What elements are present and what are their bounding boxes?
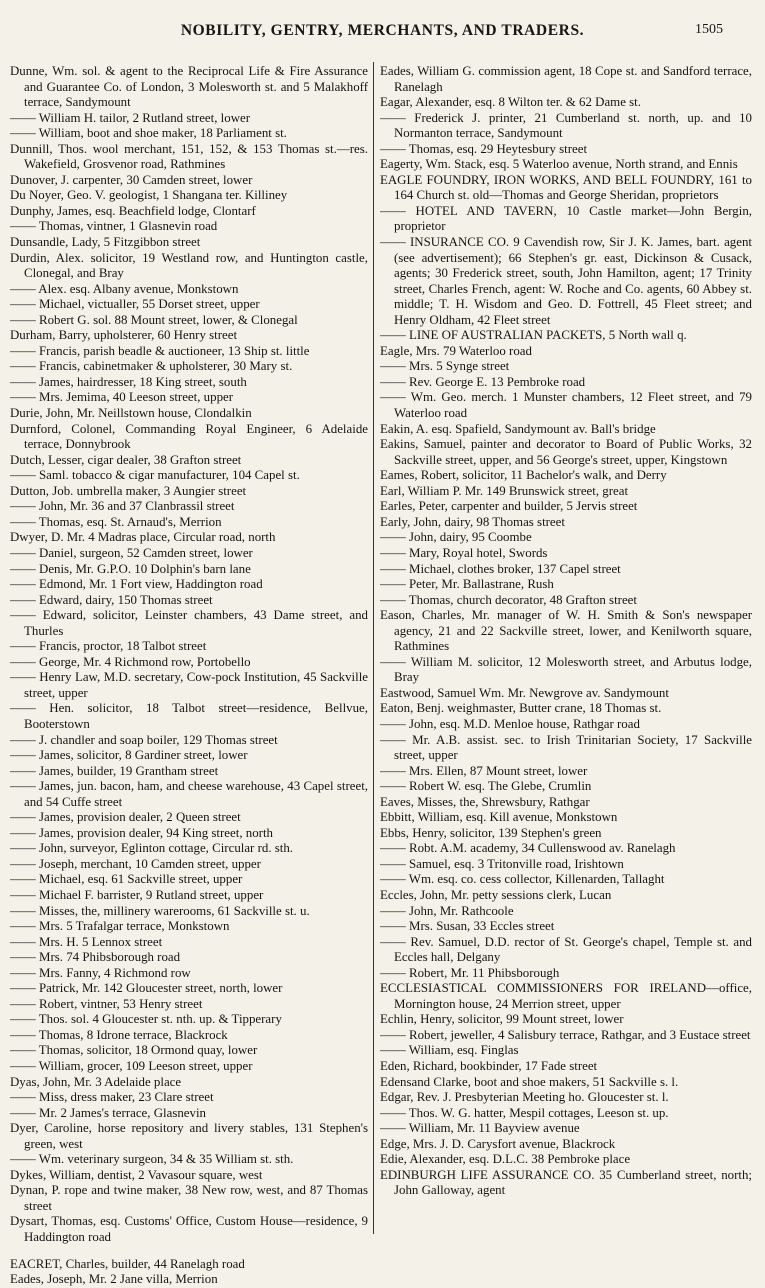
directory-entry: —— John, surveyor, Eglinton cottage, Circular rd. sth.	[10, 841, 294, 856]
directory-entry: —— Francis, cabinetmaker & upholsterer, 30 Mary st.	[10, 359, 293, 374]
directory-entry: —— Denis, Mr. G.P.O. 10 Dolphin's barn lane	[10, 561, 251, 576]
directory-entry: Dysart, Thomas, esq. Customs' Office, Custom House—residence, 9 Haddington road	[10, 1214, 368, 1245]
left-column	[10, 64, 368, 1288]
directory-entry: —— Thos. sol. 4 Gloucester st. nth. up. & Tipperary	[10, 1012, 282, 1027]
directory-entry: —— Miss, dress maker, 23 Clare street	[10, 1090, 214, 1105]
directory-entry: —— Daniel, surgeon, 52 Camden street, lower	[10, 545, 253, 560]
directory-entry: —— Mrs. 5 Synge street	[380, 359, 510, 374]
directory-entry: —— Joseph, merchant, 10 Camden street, upper	[10, 856, 261, 871]
directory-entry: Dykes, William, dentist, 2 Vavasour square, west	[10, 1167, 263, 1182]
directory-entry: Edie, Alexander, esq. D.L.C. 38 Pembroke place	[380, 1152, 631, 1167]
directory-entry: Dunphy, James, esq. Beachfield lodge, Clontarf	[10, 203, 256, 218]
directory-entry: —— James, provision dealer, 2 Queen street	[10, 810, 241, 825]
directory-entry: Dutton, Job. umbrella maker, 3 Aungier street	[10, 483, 247, 498]
directory-entry: —— Robert W. esq. The Glebe, Crumlin	[380, 779, 592, 794]
directory-entry: —— Samuel, esq. 3 Tritonville road, Irishtown	[380, 856, 624, 871]
directory-entry: Earles, Peter, carpenter and builder, 5 Jervis street	[380, 499, 638, 514]
directory-entry: Eagar, Alexander, esq. 8 Wilton ter. & 62 Dame st.	[380, 95, 641, 110]
directory-entry: Dyas, John, Mr. 3 Adelaide place	[10, 1074, 182, 1089]
directory-entry: —— Saml. tobacco & cigar manufacturer, 104 Capel st.	[10, 468, 300, 483]
directory-entry: —— John, Mr. Rathcoole	[380, 903, 514, 918]
directory-entry: —— Robert, jeweller, 4 Salisbury terrace, Rathgar, and 3 Eustace street	[380, 1027, 751, 1042]
directory-entry: —— Robt. A.M. academy, 34 Cullenswood av. Ranelagh	[380, 841, 676, 856]
directory-entry: —— Henry Law, M.D. secretary, Cow-pock Institution, 45 Sackville street, upper	[10, 670, 368, 700]
directory-entry: —— Mrs. Fanny, 4 Richmond row	[10, 965, 191, 980]
directory-entry: Eccles, John, Mr. petty sessions clerk, Lucan	[380, 887, 612, 902]
directory-entry: EACRET, Charles, builder, 44 Ranelagh road	[10, 1256, 245, 1271]
directory-entry: —— LINE OF AUSTRALIAN PACKETS, 5 North wall q.	[380, 328, 687, 343]
directory-entry: Dynan, P. rope and twine maker, 38 New row, west, and 87 Thomas street	[10, 1183, 368, 1213]
directory-entry: —— Thomas, solicitor, 18 Ormond quay, lower	[10, 1043, 258, 1058]
directory-entry: —— Alex. esq. Albany avenue, Monkstown	[10, 281, 239, 296]
directory-entry: —— Mrs. Susan, 33 Eccles street	[380, 919, 555, 934]
directory-entry: Eames, Robert, solicitor, 11 Bachelor's walk, and Derry	[380, 468, 667, 483]
directory-entry: —— John, dairy, 95 Coombe	[380, 530, 532, 545]
directory-entry: —— Edward, dairy, 150 Thomas street	[10, 592, 213, 607]
directory-entry: —— Mary, Royal hotel, Swords	[380, 545, 548, 560]
directory-entry: —— Robert G. sol. 88 Mount street, lower, & Clonegal	[10, 312, 298, 327]
directory-entry: —— William M. solicitor, 12 Molesworth street, and Arbutus lodge, Bray	[380, 654, 752, 685]
directory-entry: Durnford, Colonel, Commanding Royal Engineer, 6 Adelaide terrace, Donnybrook	[10, 421, 368, 452]
column-divider	[373, 62, 374, 1234]
directory-entry: Echlin, Henry, solicitor, 99 Mount street, lower	[380, 1012, 624, 1027]
directory-entry: —— Michael, clothes broker, 137 Capel street	[380, 561, 621, 576]
directory-entry: Ebbitt, William, esq. Kill avenue, Monkstown	[380, 810, 618, 825]
directory-entry: Dunsandle, Lady, 5 Fitzgibbon street	[10, 235, 201, 250]
directory-entry: —— James, builder, 19 Grantham street	[10, 763, 219, 778]
directory-entry: Du Noyer, Geo. V. geologist, 1 Shangana ter. Killiney	[10, 188, 288, 203]
directory-entry: —— Mrs. Ellen, 87 Mount street, lower	[380, 763, 588, 778]
directory-entry: —— Wm. esq. co. cess collector, Killenarden, Tallaght	[380, 872, 665, 887]
page-header	[0, 22, 765, 44]
directory-entry: —— Francis, parish beadle & auctioneer, 13 Ship st. little	[10, 343, 310, 358]
directory-entry: Eades, Joseph, Mr. 2 Jane villa, Merrion	[10, 1272, 218, 1287]
directory-entry: Earl, William P. Mr. 149 Brunswick street, great	[380, 483, 629, 498]
directory-entry: —— Francis, proctor, 18 Talbot street	[10, 639, 207, 654]
directory-entry: Eden, Richard, bookbinder, 17 Fade street	[380, 1059, 598, 1073]
directory-entry: Dwyer, D. Mr. 4 Madras place, Circular road, north	[10, 530, 276, 545]
directory-entry: —— Hen. solicitor, 18 Talbot street—residence, Bellvue, Booterstown	[10, 701, 368, 731]
directory-entry: —— Thomas, vintner, 1 Glasnevin road	[10, 219, 218, 234]
directory-entry: —— Mrs. H. 5 Lennox street	[10, 934, 163, 949]
directory-entry: Dunnill, Thos. wool merchant, 151, 152, & 153 Thomas st.—res. Wakefield, Grosvenor road, Rathmines	[10, 141, 368, 172]
directory-entry: —— William H. tailor, 2 Rutland street, lower	[10, 110, 251, 125]
directory-entry: —— Thomas, esq. 29 Heytesbury street	[380, 141, 588, 156]
directory-entry: Eades, William G. commission agent, 18 Cope st. and Sandford terrace, Ranelagh	[380, 64, 752, 94]
directory-entry: —— Mr. 2 James's terrace, Glasnevin	[10, 1105, 206, 1120]
directory-entry: Eastwood, Samuel Wm. Mr. Newgrove av. Sandymount	[380, 685, 669, 700]
directory-entry: Early, John, dairy, 98 Thomas street	[380, 514, 565, 529]
directory-entry: —— Robert, Mr. 11 Phibsborough	[380, 965, 560, 980]
directory-entry: Durie, John, Mr. Neillstown house, Clondalkin	[10, 406, 252, 421]
directory-entry: —— Thos. W. G. hatter, Mespil cottages, Leeson st. up.	[380, 1105, 669, 1120]
directory-entry: —— Mr. A.B. assist. sec. to Irish Trinitarian Society, 17 Sackville street, upper	[380, 732, 752, 763]
directory-entry: Eagle, Mrs. 79 Waterloo road	[380, 343, 532, 358]
directory-entry: —— James, solicitor, 8 Gardiner street, lower	[10, 748, 248, 763]
directory-entry: Durham, Barry, upholsterer, 60 Henry street	[10, 328, 238, 343]
directory-entry: —— Michael, esq. 61 Sackville street, upper	[10, 872, 243, 887]
directory-entry: ECCLESIASTICAL COMMISSIONERS FOR IRELAND—office, Mornington house, 24 Merrion street, upper	[380, 981, 752, 1011]
directory-entry: Edensand Clarke, boot and shoe makers, 51 Sackville s. l.	[380, 1074, 679, 1089]
directory-entry: —— Patrick, Mr. 142 Gloucester street, north, lower	[10, 981, 283, 996]
directory-entry: Eason, Charles, Mr. manager of W. H. Smith & Son's newspaper agency, 21 and 22 Sackville street, lower, and Kenilworth square, Rathmines	[380, 608, 752, 654]
directory-entry: Edge, Mrs. J. D. Carysfort avenue, Blackrock	[380, 1136, 616, 1151]
page-number: 1505	[695, 22, 723, 37]
directory-entry: Eaton, Benj. weighmaster, Butter crane, 18 Thomas st.	[380, 701, 662, 716]
right-column	[380, 64, 752, 1199]
directory-entry: —— Edward, solicitor, Leinster chambers, 43 Dame street, and Thurles	[10, 608, 368, 638]
directory-entry: Ebbs, Henry, solicitor, 139 Stephen's green	[380, 825, 602, 840]
directory-entry: —— William, Mr. 11 Bayview avenue	[380, 1121, 580, 1136]
directory-entry: —— William, esq. Finglas	[380, 1043, 519, 1058]
directory-entry: —— George, Mr. 4 Richmond row, Portobello	[10, 654, 251, 669]
directory-entry: —— Robert, vintner, 53 Henry street	[10, 996, 203, 1011]
directory-entry: Eakin, A. esq. Spafield, Sandymount av. Ball's bridge	[380, 421, 656, 436]
directory-entry: —— William, grocer, 109 Leeson street, upper	[10, 1059, 253, 1073]
directory-entry: —— James, hairdresser, 18 King street, south	[10, 374, 247, 389]
directory-entry: Eaves, Misses, the, Shrewsbury, Rathgar	[380, 794, 590, 809]
directory-entry: EDINBURGH LIFE ASSURANCE CO. 35 Cumberland street, north; John Galloway, agent	[380, 1167, 752, 1198]
directory-entry: Dyer, Caroline, horse repository and livery stables, 131 Stephen's green, west	[10, 1121, 368, 1151]
directory-entry: Edgar, Rev. J. Presbyterian Meeting ho. Gloucester st. l.	[380, 1090, 669, 1105]
directory-entry: —— Michael F. barrister, 9 Rutland street, upper	[10, 887, 264, 902]
directory-entry: —— Mrs. Jemima, 40 Leeson street, upper	[10, 390, 234, 405]
directory-entry: —— Mrs. 74 Phibsborough road	[10, 950, 181, 965]
directory-entry: Eagerty, Wm. Stack, esq. 5 Waterloo avenue, North strand, and Ennis	[380, 157, 738, 172]
directory-entry: —— Michael, victualler, 55 Dorset street, upper	[10, 297, 260, 312]
directory-entry: —— INSURANCE CO. 9 Cavendish row, Sir J. K. James, bart. agent (see advertisement); 66 Stephen's gr. east, Dickinson & Cusack, agents; 30 Frederick street, south, John Hamilton, agent; 17 Trinity street, Charles French, agent: W. Roche and Co. agents, 60 Abbey st. middle; T. H. Wisdom and Geo. D. Fottrell, 45 Fleet street; and Henry Oldham, 42 Fleet street	[380, 235, 752, 327]
directory-entry: —— John, esq. M.D. Menloe house, Rathgar road	[380, 716, 640, 731]
directory-entry: Eakins, Samuel, painter and decorator to Board of Public Works, 32 Sackville street, upper, and 56 George's street, upper, Kingstown	[380, 437, 752, 467]
directory-entry: —— Mrs. 5 Trafalgar terrace, Monkstown	[10, 919, 230, 934]
directory-entry: —— Wm. veterinary surgeon, 34 & 35 William st. sth.	[10, 1152, 294, 1167]
running-title: NOBILITY, GENTRY, MERCHANTS, AND TRADERS.	[180, 22, 585, 39]
directory-entry: —— Edmond, Mr. 1 Fort view, Haddington road	[10, 577, 263, 592]
directory-entry: Dutch, Lesser, cigar dealer, 38 Grafton street	[10, 452, 242, 467]
directory-entry: —— Thomas, 8 Idrone terrace, Blackrock	[10, 1027, 228, 1042]
directory-entry: EAGLE FOUNDRY, IRON WORKS, AND BELL FOUNDRY, 161 to 164 Church st. old—Thomas and George Sheridan, proprietors	[380, 172, 752, 203]
directory-entry: —— James, jun. bacon, ham, and cheese warehouse, 43 Capel street, and 54 Cuffe street	[10, 779, 368, 809]
directory-entry: —— Rev. Samuel, D.D. rector of St. George's chapel, Temple st. and Eccles hall, Delgany	[380, 934, 752, 965]
directory-entry: —— Peter, Mr. Ballastrane, Rush	[380, 577, 554, 592]
directory-entry: Durdin, Alex. solicitor, 19 Westland row, and Huntington castle, Clonegal, and Bray	[10, 250, 368, 281]
directory-entry: —— Frederick J. printer, 21 Cumberland st. north, up. and 10 Normanton terrace, Sandymount	[380, 110, 752, 141]
directory-entry: —— William, boot and shoe maker, 18 Parliament st.	[10, 126, 287, 141]
directory-entry: Dunover, J. carpenter, 30 Camden street, lower	[10, 172, 253, 187]
directory-entry: Dunne, Wm. sol. & agent to the Reciprocal Life & Fire Assurance and Guarantee Co. of London, 3 Molesworth st. and 5 Malakhoff terrace, Sandymount	[10, 64, 368, 110]
directory-entry: —— Misses, the, millinery warerooms, 61 Sackville st. u.	[10, 903, 310, 918]
directory-entry: —— Rev. George E. 13 Pembroke road	[380, 374, 586, 389]
directory-entry: —— HOTEL AND TAVERN, 10 Castle market—John Bergin, proprietor	[380, 203, 752, 234]
directory-entry: —— John, Mr. 36 and 37 Clanbrassil street	[10, 499, 235, 514]
directory-entry: —— James, provision dealer, 94 King street, north	[10, 825, 273, 840]
directory-entry: —— J. chandler and soap boiler, 129 Thomas street	[10, 732, 278, 747]
directory-entry: —— Thomas, esq. St. Arnaud's, Merrion	[10, 514, 222, 529]
directory-entry: —— Wm. Geo. merch. 1 Munster chambers, 12 Fleet street, and 79 Waterloo road	[380, 390, 752, 421]
directory-entry: —— Thomas, church decorator, 48 Grafton street	[380, 592, 637, 607]
